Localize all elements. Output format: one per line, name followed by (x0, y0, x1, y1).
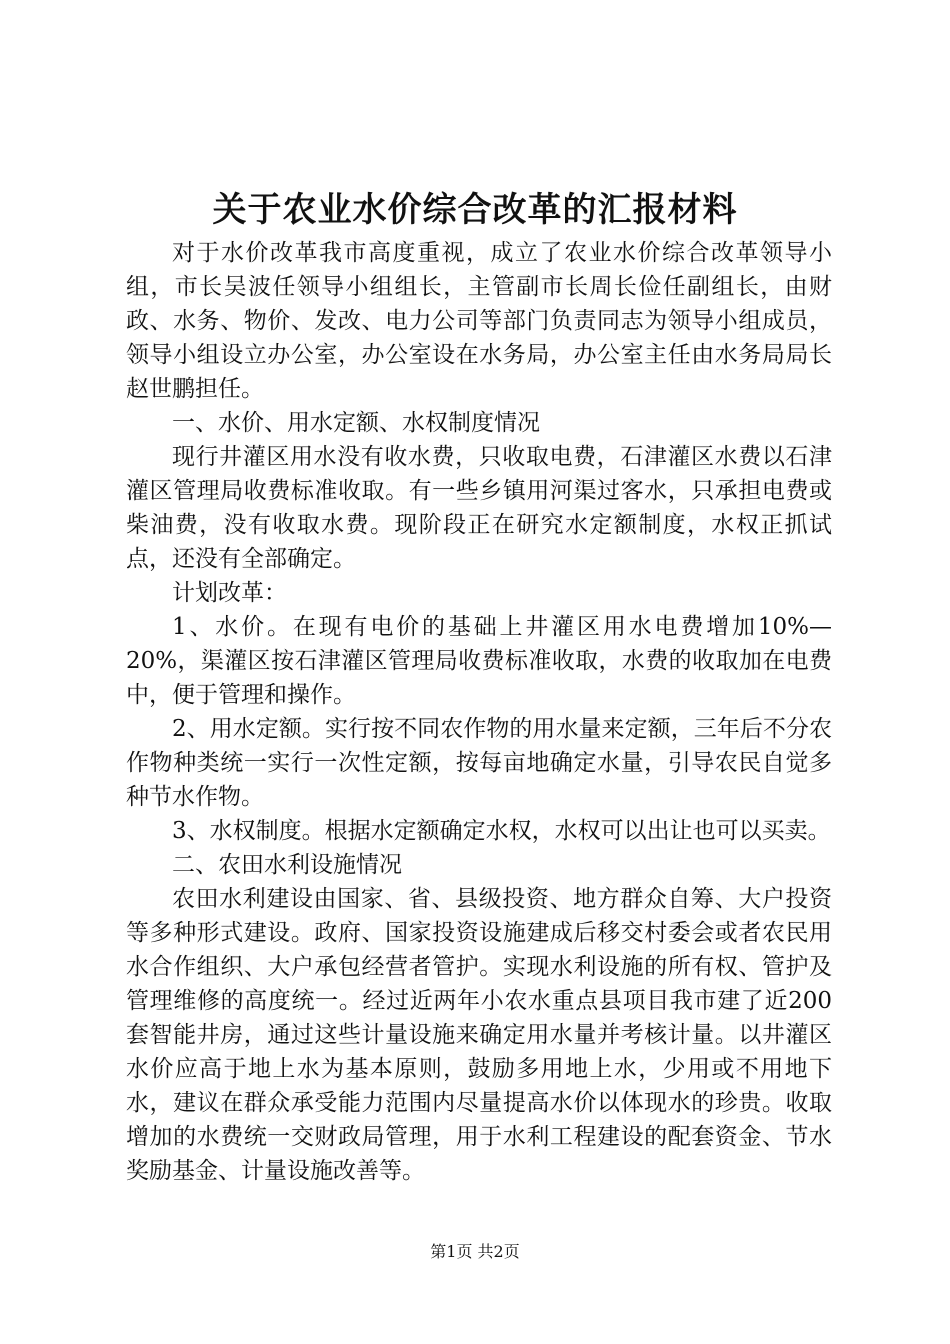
subheading-reform-plan: 计划改革： (172, 580, 287, 606)
document-body (126, 236, 832, 1188)
section-heading-water-price: 一、水价、用水定额、水权制度情况 (172, 410, 540, 436)
section-heading-irrigation-facilities: 二、农田水利设施情况 (172, 852, 402, 878)
page-number: 第1页 共2页 (430, 1242, 520, 1261)
document-title: 关于农业水价综合改革的汇报材料 (212, 190, 738, 230)
paragraph-plan-quota: 2、用水定额。实行按不同农作物的用水量来定额，三年后不分农作物种类统一实行一次性定额，按每亩地确定水量，引导农民自觉多种节水作物。 (126, 716, 832, 810)
paragraph-facilities: 农田水利建设由国家、省、县级投资、地方群众自筹、大户投资等多种形式建设。政府、国家投资设施建成后移交村委会或者农民用水合作组织、大户承包经营者管护。实现水利设施的所有权、管护及管理维修的高度统一。经过近两年小农水重点县项目我市建了近200套智能井房，通过这些计量设施来确定用水量并考核计量。以井灌区水价应高于地上水为基本原则，鼓励多用地上水，少用或不用地下水，建议在群众承受能力范围内尽量提高水价以体现水的珍贵。收取增加的水费统一交财政局管理，用于水利工程建设的配套资金、节水奖励基金、计量设施改善等。 (126, 886, 832, 1184)
paragraph-plan-water-price: 1、水价。在现有电价的基础上井灌区用水电费增加10%—20%，渠灌区按石津灌区管理局收费标准收取，水费的收取加在电费中，便于管理和操作。 (126, 614, 832, 708)
paragraph-plan-water-rights: 3、水权制度。根据水定额确定水权，水权可以出让也可以买卖。 (172, 818, 831, 844)
paragraph-intro: 对于水价改革我市高度重视，成立了农业水价综合改革领导小组，市长吴波任领导小组组长，主管副市长周长俭任副组长，由财政、水务、物价、发改、电力公司等部门负责同志为领导小组成员，领导小组设立办公室，办公室设在水务局，办公室主任由水务局局长赵世鹏担任。 (126, 240, 832, 402)
paragraph-current-status: 现行井灌区用水没有收水费，只收取电费，石津灌区水费以石津灌区管理局收费标准收取。有一些乡镇用河渠过客水，只承担电费或柴油费，没有收取水费。现阶段正在研究水定额制度，水权正抓试点，还没有全部确定。 (126, 444, 832, 572)
